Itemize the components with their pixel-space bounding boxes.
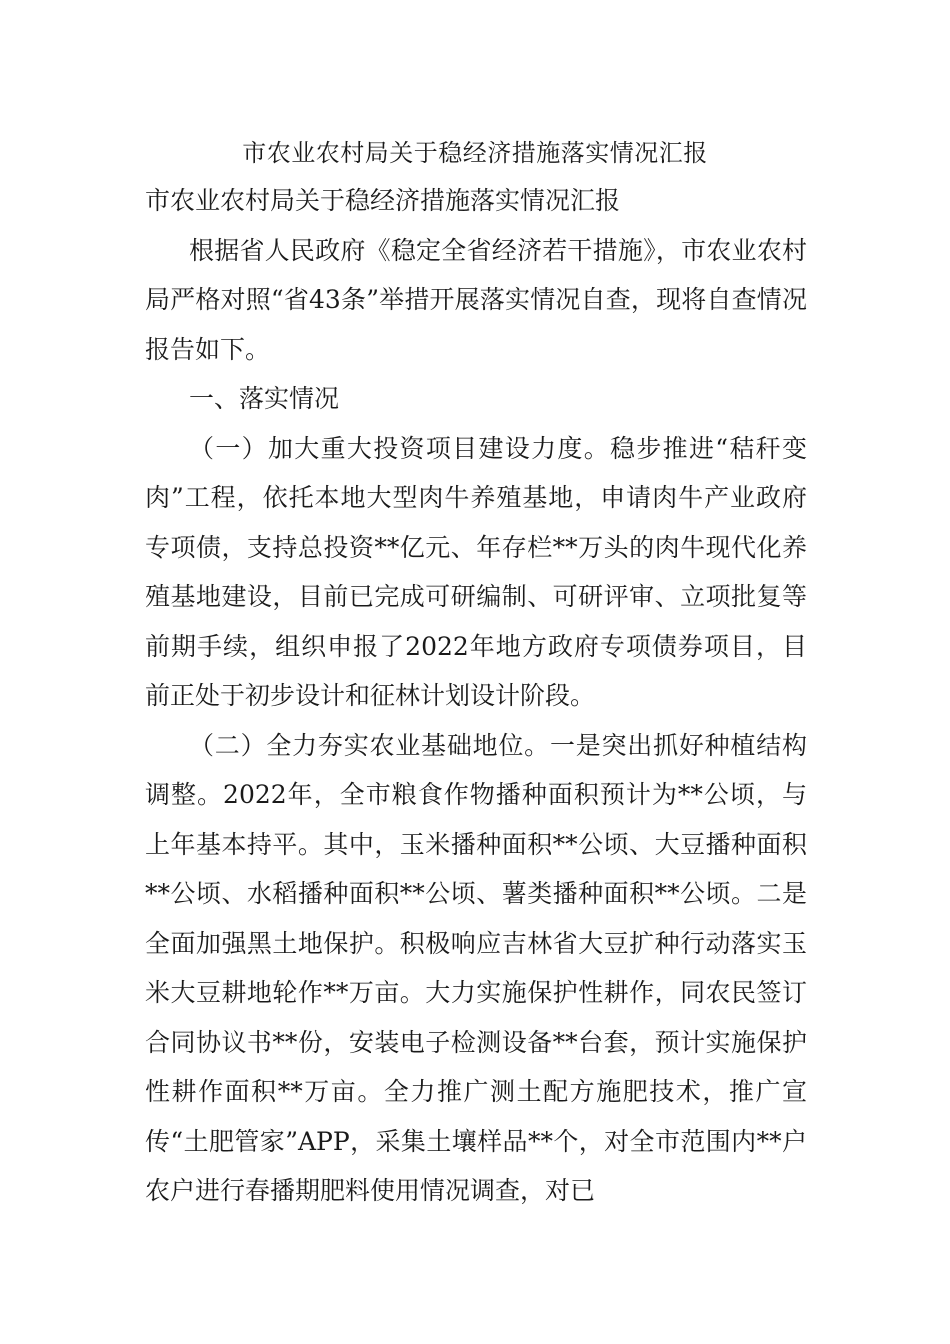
paragraph-agriculture: （二）全力夯实农业基础地位。一是突出抓好种植结构调整。2022年，全市粮食作物播种面积预计为**公顷，与上年基本持平。其中，玉米播种面积**公顷、大豆播种面积**公顷、水稻播种面积**公顷、薯类播种面积**公顷。二是全面加强黑土地保护。积极响应吉林省大豆扩种行动落实玉米大豆耕地轮作**万亩。大力实施保护性耕作，同农民签订合同协议书**份，安装电子检测设备**台套，预计实施保护性耕作面积**万亩。全力推广测土配方施肥技术，推广宣传“土肥管家”APP，采集土壤样品**个，对全市范围内**户农户进行春播期肥料使用情况调查，对已 <box>145 730 807 1205</box>
paragraph-intro: 根据省人民政府《稳定全省经济若干措施》，市农业农村局严格对照“省43条”举措开展落实情况自查，现将自查情况报告如下。 <box>145 235 807 364</box>
document-title: 市农业农村局关于稳经济措施落实情况汇报 <box>242 139 708 167</box>
document-body <box>145 176 807 1216</box>
document-subtitle: 市农业农村局关于稳经济措施落实情况汇报 <box>145 186 621 215</box>
section-heading: 一、落实情况 <box>189 384 340 413</box>
paragraph-investment: （一）加大重大投资项目建设力度。稳步推进“秸秆变肉”工程，依托本地大型肉牛养殖基地，申请肉牛产业政府专项债，支持总投资**亿元、年存栏**万头的肉牛现代化养殖基地建设，目前已完成可研编制、可研评审、立项批复等前期手续，组织申报了2022年地方政府专项债券项目，目前正处于初步设计和征林计划设计阶段。 <box>145 433 807 710</box>
